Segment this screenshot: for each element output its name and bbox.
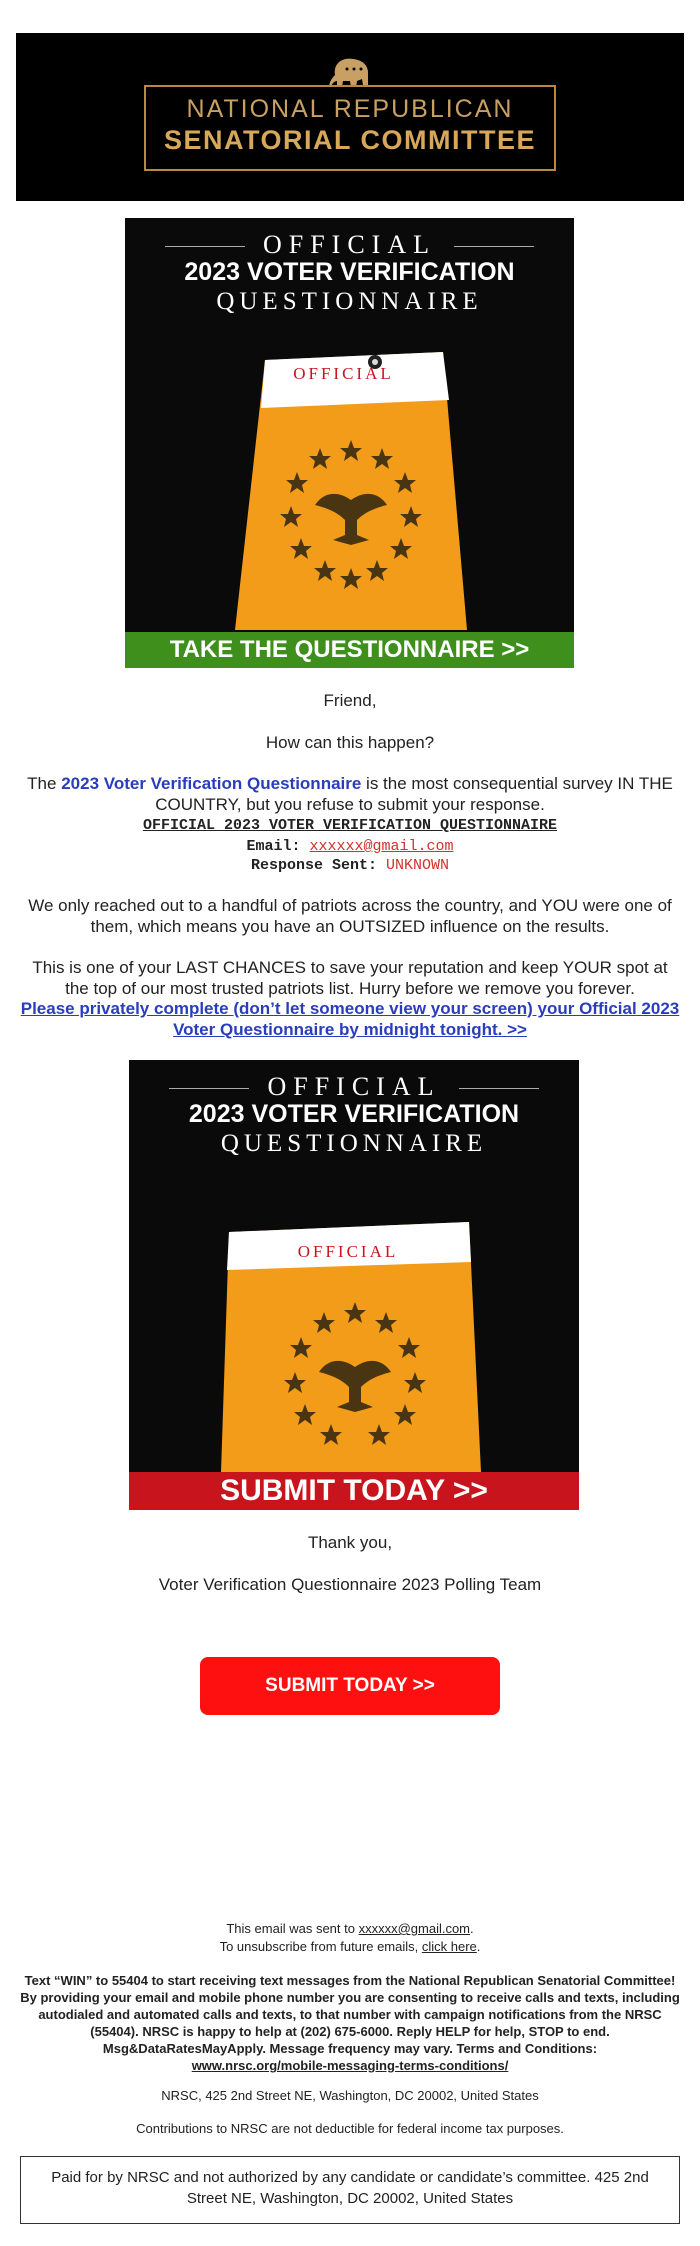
sms-terms-link[interactable]: www.nrsc.org/mobile-messaging-terms-conditions/ [191,2058,509,2073]
paragraph-last-chance: This is one of your LAST CHANCES to save your reputation and keep YOUR spot at the top of our most trusted patriots list. Hurry before we remove you forever. [32,958,668,998]
tax-notice: Contributions to NRSC are not deductible for federal income tax purposes. [136,2121,564,2136]
unsubscribe-link[interactable]: click here [421,1939,477,1954]
banner-title: 2023 VOTER VERIFICATION [188,1100,520,1128]
record-response-value: UNKNOWN [386,857,450,874]
footer-address: NRSC, 425 2nd Street NE, Washington, DC 20002, United States [161,2088,539,2103]
banner-title: 2023 VOTER VERIFICATION [184,258,515,286]
logo-text-line1: NATIONAL REPUBLICAN [186,95,514,123]
signature: Voter Verification Questionnaire 2023 Polling Team [158,1575,542,1594]
paid-for-disclaimer: Paid for by NRSC and not authorized by any candidate or candidate’s committee. 425 2nd Street NE, Washington, DC 20002, United States [20,2156,680,2224]
thanks: Thank you, [307,1533,393,1552]
greeting: Friend, [323,691,377,710]
paragraph-patriots: We only reached out to a handful of patriots across the country, and YOU were one of them, which means you have an OUTSIZED influence on the results. [28,896,672,936]
questionnaire-banner-bottom[interactable] [129,1060,579,1510]
question: How can this happen? [265,733,435,752]
envelope-stamp-text: OFFICIAL [297,1242,399,1261]
take-questionnaire-button[interactable]: TAKE THE QUESTIONNAIRE >> [125,632,574,668]
questionnaire-link[interactable]: 2023 Voter Verification Questionnaire [61,774,362,793]
submit-today-banner-button[interactable]: SUBMIT TODAY >> [129,1472,579,1510]
submit-today-button[interactable]: SUBMIT TODAY >> [200,1657,500,1715]
logo-text-line2: SENATORIAL COMMITTEE [163,125,536,155]
record-response-row: Response Sent: UNKNOWN [250,857,450,874]
unsubscribe-line: To unsubscribe from future emails, click here. [219,1939,481,1954]
record-title: OFFICIAL 2023 VOTER VERIFICATION QUESTIONNAIRE [142,817,558,834]
paragraph-intro: The 2023 Voter Verification Questionnaire is the most consequential survey IN THE COUNTRY, but you refuse to submit your response. [27,774,673,814]
sms-terms: Text “WIN” to 55404 to start receiving text messages from the National Republican Senatorial Committee! By providing your email and mobile phone number you are consenting to receive calls and texts, including autodialed and automated calls and texts, to that number with campaign notifications from the NRSC (55404). NRSC is happy to help at (202) 675-6000. Reply HELP for help, STOP to end. Msg&DataRatesMayApply. Message frequency may vary. Terms and Conditions: www.nrsc.org/mobile-messaging-terms-conditions/ [20,1973,680,2073]
complete-questionnaire-link[interactable]: Please privately complete (don’t let someone view your screen) your Official 2023 Voter Questionnaire by midnight tonight. >> [20,999,680,1039]
nrsc-header [16,33,684,201]
record-email-value[interactable]: xxxxxx@gmail.com [309,838,454,855]
banner-official-heading: OFFICIAL [262,230,436,259]
banner-subtitle: QUESTIONNAIRE [216,288,483,315]
record-email-row: Email: xxxxxx@gmail.com [246,838,454,855]
questionnaire-banner-top[interactable] [125,218,574,668]
official-envelope-image [129,1172,579,1472]
banner-subtitle: QUESTIONNAIRE [220,1130,488,1157]
banner-official-heading: OFFICIAL [267,1072,441,1101]
recipient-email-link[interactable]: xxxxxx@gmail.com [358,1921,471,1936]
envelope-stamp-text: OFFICIAL [293,364,394,383]
sent-to-line: This email was sent to xxxxxx@gmail.com. [226,1921,474,1936]
